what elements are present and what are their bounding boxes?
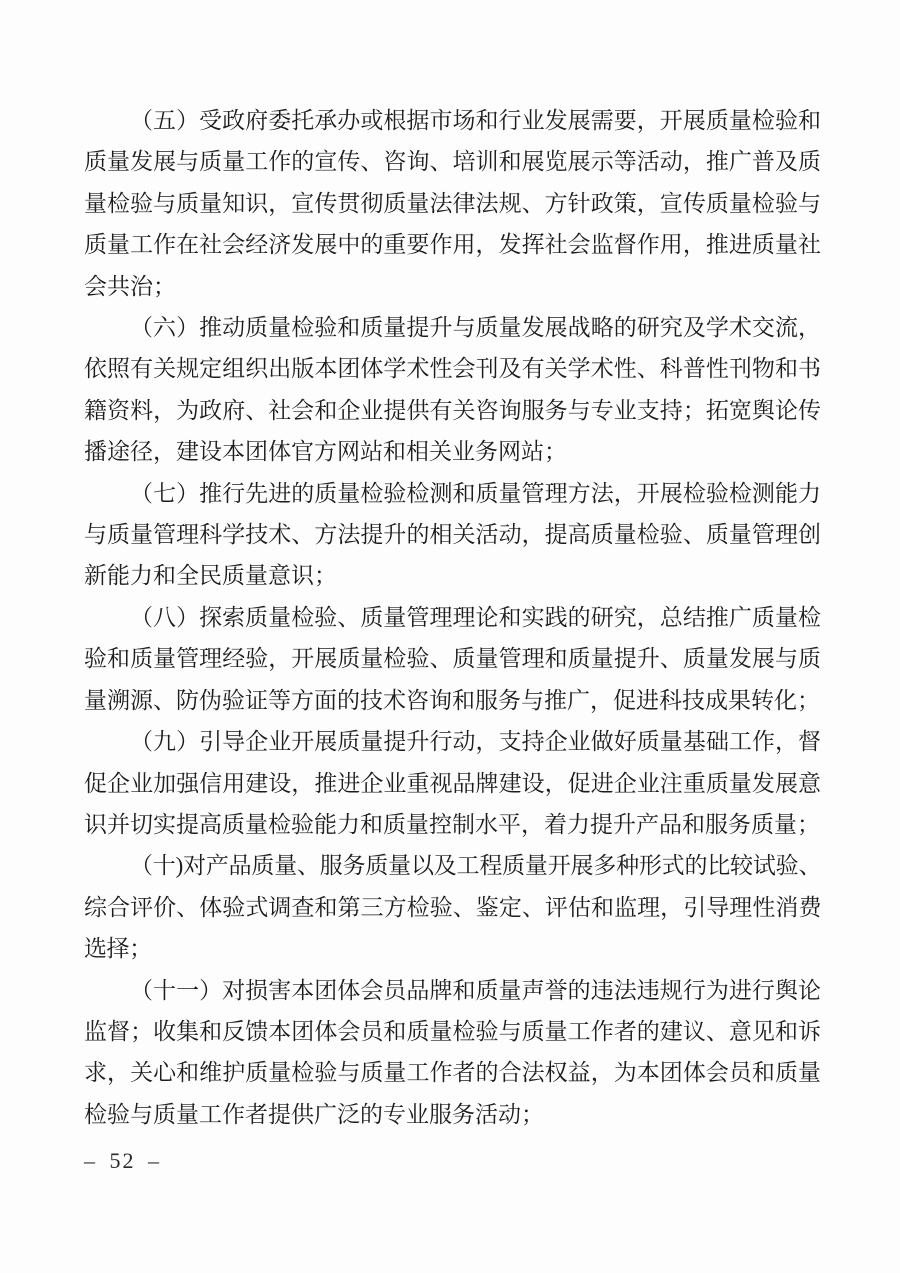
page-number: – 52 –: [84, 1148, 161, 1173]
document-body: [84, 100, 821, 1135]
clause-paragraph-7: （七）推行先进的质量检验检测和质量管理方法，开展检验检测能力与质量管理科学技术、方法提升的相关活动，提高质量检验、质量管理创新能力和全民质量意识；: [84, 480, 821, 589]
clause-paragraph-9: （九）引导企业开展质量提升行动，支持企业做好质量基础工作，督促企业加强信用建设，推进企业重视品牌建设，促进企业注重质量发展意识并切实提高质量检验能力和质量控制水平，着力提升产品和服务质量；: [84, 729, 821, 837]
clause-paragraph-5: （五）受政府委托承办或根据市场和行业发展需要，开展质量检验和质量发展与质量工作的宣传、咨询、培训和展览展示等活动，推广普及质量检验与质量知识，宣传贯彻质量法律法规、方针政策，宣传质量检验与质量工作在社会经济发展中的重要作用，发挥社会监督作用，推进质量社会共治；: [84, 108, 821, 299]
clause-paragraph-6: （六）推动质量检验和质量提升与质量发展战略的研究及学术交流，依照有关规定组织出版本团体学术性会刊及有关学术性、科普性刊物和书籍资料，为政府、社会和企业提供有关咨询服务与专业支持；拓宽舆论传播途径，建设本团体官方网站和相关业务网站；: [84, 315, 821, 465]
clause-paragraph-8: （八）探索质量检验、质量管理理论和实践的研究，总结推广质量检验和质量管理经验，开展质量检验、质量管理和质量提升、质量发展与质量溯源、防伪验证等方面的技术咨询和服务与推广，促进科技成果转化；: [84, 604, 821, 713]
clause-paragraph-11: （十一）对损害本团体会员品牌和质量声誉的违法违规行为进行舆论监督；收集和反馈本团体会员和质量检验与质量工作者的建议、意见和诉求，关心和维护质量检验与质量工作者的合法权益，为本团体会员和质量检验与质量工作者提供广泛的专业服务活动；: [84, 977, 821, 1127]
clause-paragraph-10: （十)对产品质量、服务质量以及工程质量开展多种形式的比较试验、综合评价、体验式调查和第三方检验、鉴定、评估和监理，引导理性消费选择；: [84, 853, 821, 962]
